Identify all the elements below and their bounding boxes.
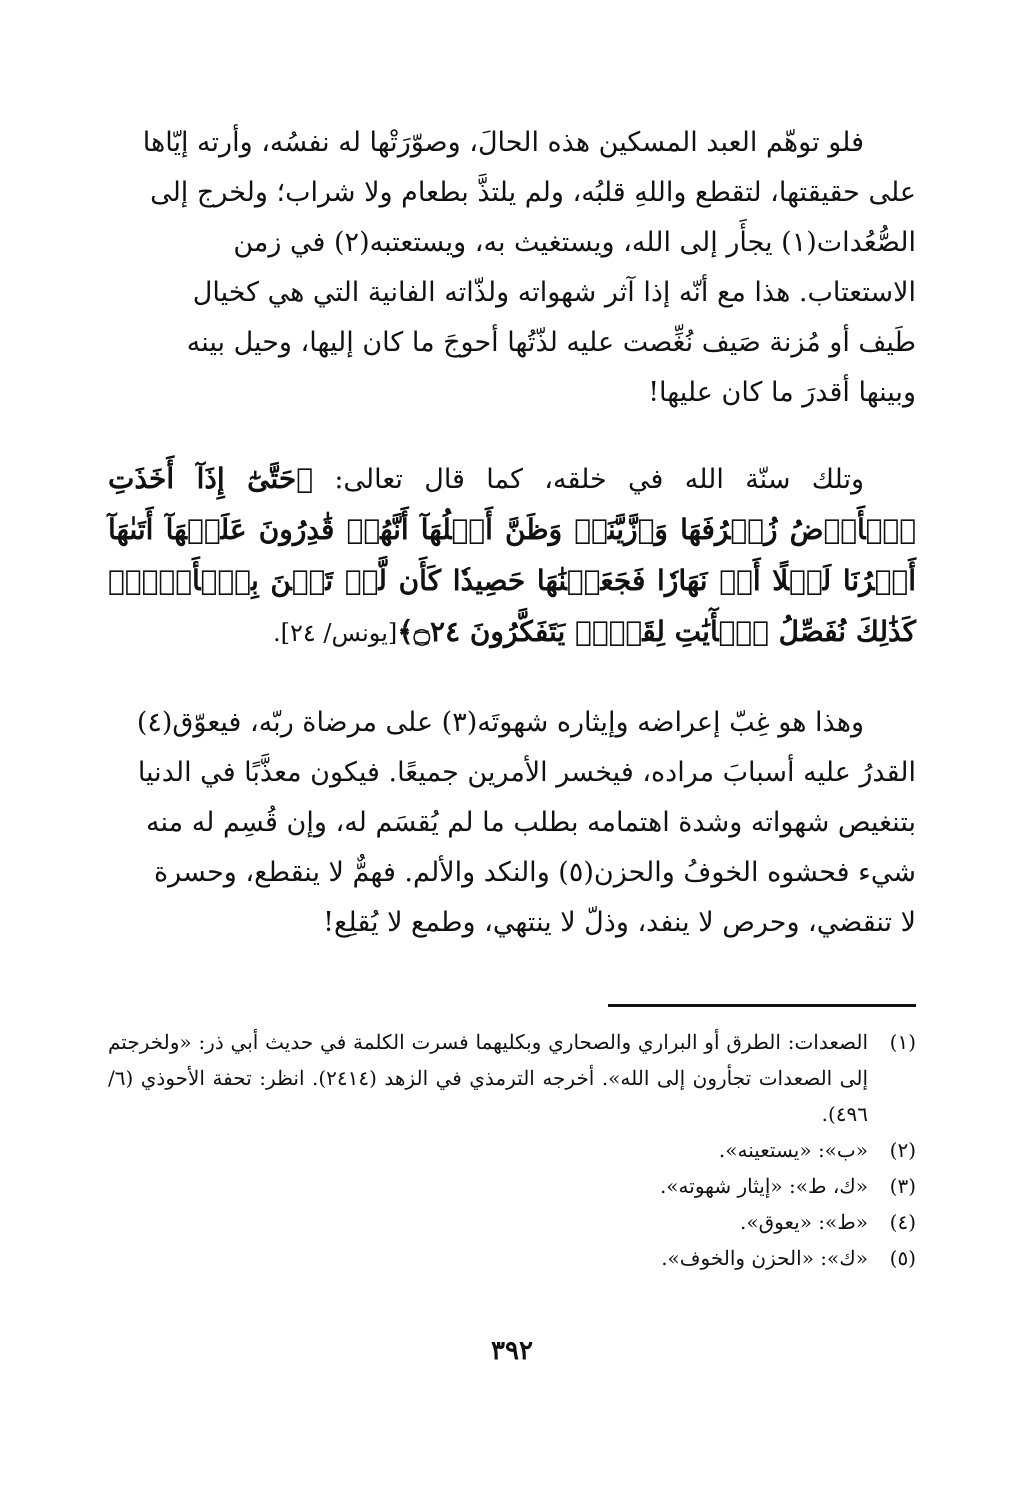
paragraph-line: الصُّعُدات(١) يجأَر إلى الله، ويستغيث به، ويستعتبه(٢) في زمن [233, 227, 916, 258]
footnote-text: «ك»: «الحزن والخوف». [661, 1246, 868, 1270]
quran-verse: ﴿حَتَّىٰٓ إِذَآ أَخَذَتِ ٱلۡأَرۡضُ زُخۡرُفَهَا وَٱزَّيَّنَتۡ وَظَنَّ أَهۡلُهَآ أَنَّهُمۡ قَٰدِرُونَ عَلَيۡهَآ أَتَىٰهَآ أَمۡرُنَا لَيۡلًا أَوۡ نَهَارٗا فَجَعَلۡنَٰهَا حَصِيدٗا كَأَن لَّمۡ تَغۡنَ بِٱلۡأَمۡسِۚ كَذَٰلِكَ نُفَصِّلُ ٱلۡأٓيَٰتِ لِقَوۡمٖ يَتَفَكَّرُونَ ۝٢٤﴾ [108, 462, 916, 648]
footnotes [108, 1024, 916, 1276]
footnote-text: الصعدات: الطرق أو البراري والصحاري وبكليهما فسرت الكلمة في حديث أبي ذر: «ولخرجتم إلى الصعدات تجأرون إلى الله». أخرجه الترمذي في الزهد (٢٤١٤). انظر: تحفة الأحوذي (٦/ ٤٩٦). [108, 1030, 869, 1126]
paragraph-1 [108, 118, 916, 418]
footnote-text: «ك، ط»: «إيثار شهوته». [659, 1174, 868, 1198]
footnote-number: (٥) [889, 1246, 916, 1270]
paragraph-line: الاستعتاب. هذا مع أنّه إذا آثر شهواته ولذّاته الفانية التي هي كخيال [192, 277, 916, 308]
paragraph-line: القدرُ عليه أسبابَ مراده، فيخسر الأمرين جميعًا. فيكون معذَّبًا في الدنيا [137, 757, 916, 788]
paragraph-2-intro: وتلك سنّة الله في خلقه، كما قال تعالى: [313, 464, 864, 495]
paragraph-2 [108, 454, 916, 658]
footnote-number: (٣) [889, 1174, 916, 1198]
footnote-text: «ب»: «يستعينه». [718, 1138, 868, 1162]
footnote-number: (٤) [889, 1210, 916, 1234]
paragraph-line: بتنغيص شهواته وشدة اهتمامه بطلب ما لم يُقسَم له، وإن قُسِم له منه [146, 807, 916, 838]
paragraph-3 [108, 698, 916, 948]
paragraph-line: وهذا هو غِبّ إعراضه وإيثاره شهوتَه(٣) على مرضاة ربّه، فيعوّق(٤) [136, 707, 864, 738]
page-number: ٣٩٢ [491, 1336, 533, 1366]
paragraph-line: شيء فحشوه الخوفُ والحزن(٥) والنكد والألم. فهمٌّ لا ينقطع، وحسرة [153, 857, 916, 888]
footnote-item [108, 1204, 916, 1240]
footnote-item [108, 1024, 916, 1132]
verse-reference: [يونس/ ٢٤]. [273, 619, 398, 647]
footnote-item [108, 1240, 916, 1276]
footnote-item [108, 1168, 916, 1204]
footnote-item [108, 1132, 916, 1168]
footnote-divider [608, 1004, 916, 1007]
footnote-text: «ط»: «يعوق». [740, 1210, 868, 1234]
footnote-number: (٢) [889, 1138, 916, 1162]
paragraph-line: وبينها أقدرَ ما كان عليها! [648, 377, 916, 408]
paragraph-line: فلو توهّم العبد المسكين هذه الحالَ، وصوّرَتْها له نفسُه، وأرته إيّاها [142, 127, 864, 158]
paragraph-line: طَيف أو مُزنة صَيف نُغِّصت عليه لذّتُها أحوجَ ما كان إليها، وحيل بينه [186, 327, 916, 358]
paragraph-line: على حقيقتها، لتقطع واللهِ قلبُه، ولم يلتذَّ بطعام ولا شراب؛ ولخرج إلى [150, 177, 916, 208]
footnote-number: (١) [889, 1030, 916, 1054]
page-body [108, 118, 916, 1366]
paragraph-line: لا تنقضي، وحرص لا ينفد، وذلّ لا ينتهي، وطمع لا يُقلِع! [323, 907, 916, 938]
